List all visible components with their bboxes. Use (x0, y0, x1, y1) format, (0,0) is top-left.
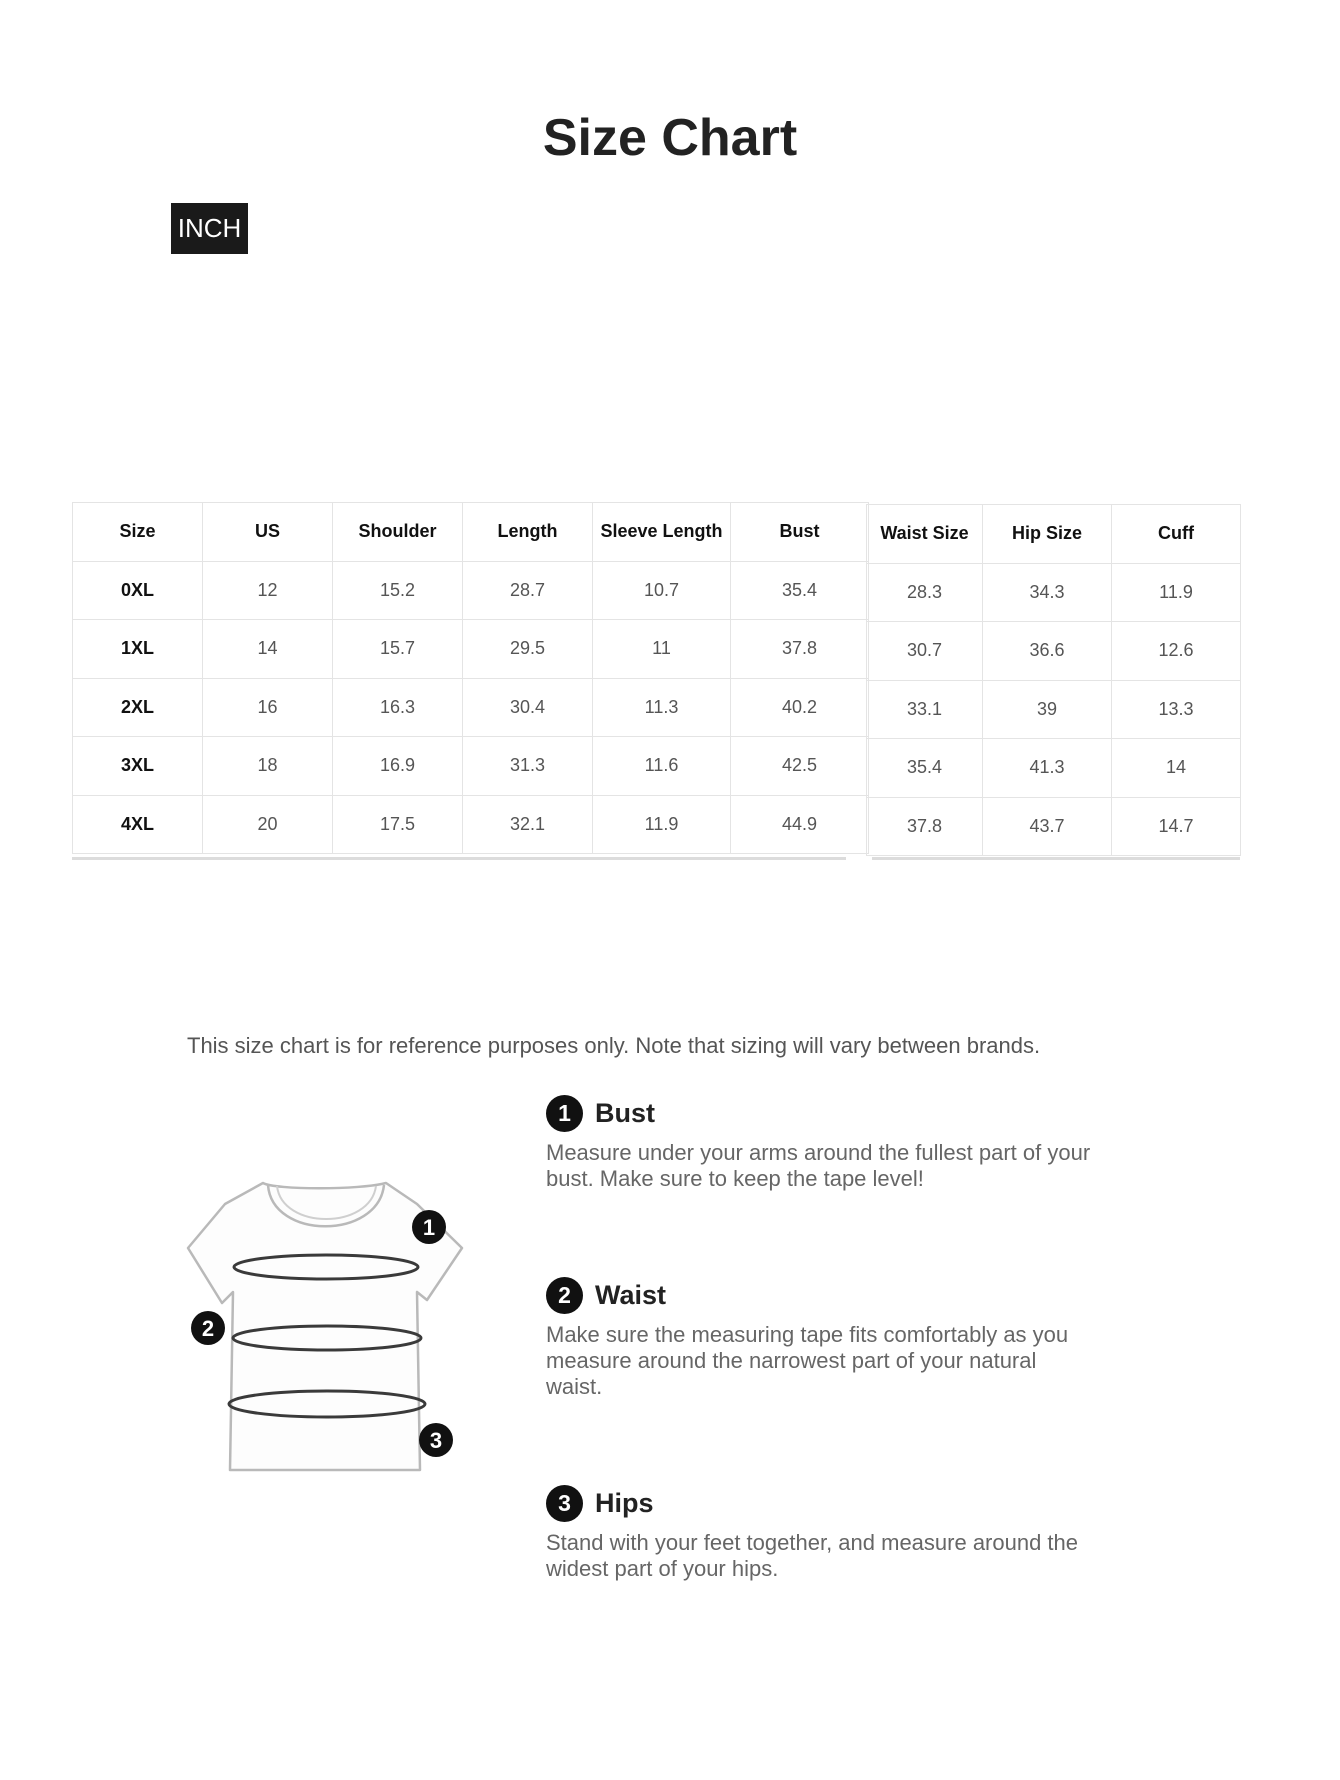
cell-length: 31.3 (463, 737, 593, 796)
number-badge-icon: 1 (546, 1095, 583, 1132)
cell-length: 30.4 (463, 678, 593, 737)
cell-shoulder: 15.7 (333, 620, 463, 679)
cell-size: 3XL (73, 737, 203, 796)
t-shirt-measure-icon (180, 1170, 480, 1510)
cell-cuff: 14 (1112, 739, 1241, 798)
cell-bust: 44.9 (731, 795, 869, 854)
cell-sleeve: 11.6 (593, 737, 731, 796)
header-cuff: Cuff (1112, 505, 1241, 564)
cell-us: 20 (203, 795, 333, 854)
cell-sleeve: 11.3 (593, 678, 731, 737)
table-row (867, 680, 1241, 739)
number-badge-icon: 2 (546, 1277, 583, 1314)
guide-head (546, 1485, 1106, 1522)
cell-sleeve: 11.9 (593, 795, 731, 854)
table-header-row (867, 505, 1241, 564)
page-title: Size Chart (542, 109, 798, 167)
cell-size: 2XL (73, 678, 203, 737)
cell-bust: 37.8 (731, 620, 869, 679)
guide-desc-line: Stand with your feet together, and measure around the (546, 1530, 1079, 1555)
guide-desc (546, 1140, 1106, 1192)
cell-cuff: 14.7 (1112, 797, 1241, 856)
cell-hip: 43.7 (983, 797, 1112, 856)
cell-shoulder: 17.5 (333, 795, 463, 854)
header-sleeve-length: Sleeve Length (593, 503, 731, 562)
marker-3-icon (419, 1423, 453, 1457)
guide-title: Hips (595, 1488, 654, 1518)
cell-cuff: 13.3 (1112, 680, 1241, 739)
guide-desc (546, 1530, 1106, 1582)
cell-waist: 37.8 (867, 797, 983, 856)
table-row (73, 795, 869, 854)
cell-sleeve: 11 (593, 620, 731, 679)
table-row (73, 620, 869, 679)
guide-head (546, 1277, 1106, 1314)
table-header-row (73, 503, 869, 562)
guide-head (546, 1095, 1106, 1132)
cell-us: 14 (203, 620, 333, 679)
table-right-underline (872, 857, 1240, 860)
cell-bust: 42.5 (731, 737, 869, 796)
cell-sleeve: 10.7 (593, 561, 731, 620)
table-row (867, 797, 1241, 856)
header-length: Length (463, 503, 593, 562)
cell-bust: 40.2 (731, 678, 869, 737)
guide-desc-line: waist. (546, 1374, 603, 1399)
number-badge-icon: 3 (546, 1485, 583, 1522)
cell-cuff: 11.9 (1112, 563, 1241, 622)
cell-hip: 39 (983, 680, 1112, 739)
table-left-underline (72, 857, 846, 860)
guide-title: Bust (595, 1098, 655, 1128)
cell-shoulder: 15.2 (333, 561, 463, 620)
table-row (73, 678, 869, 737)
cell-waist: 30.7 (867, 622, 983, 681)
header-shoulder: Shoulder (333, 503, 463, 562)
cell-length: 29.5 (463, 620, 593, 679)
header-us: US (203, 503, 333, 562)
guide-desc-line: widest part of your hips. (546, 1556, 779, 1581)
guide-desc-line: Measure under your arms around the fullest part of your (546, 1140, 1091, 1165)
guide-desc-line: measure around the narrowest part of your natural (546, 1348, 1037, 1373)
cell-us: 16 (203, 678, 333, 737)
guide-item-hips (546, 1485, 1106, 1582)
reference-note: This size chart is for reference purposes only. Note that sizing will vary between brands. (187, 1033, 1041, 1058)
cell-shoulder: 16.3 (333, 678, 463, 737)
cell-cuff: 12.6 (1112, 622, 1241, 681)
table-row (867, 739, 1241, 798)
cell-hip: 41.3 (983, 739, 1112, 798)
header-waist-size: Waist Size (867, 505, 983, 564)
header-hip-size: Hip Size (983, 505, 1112, 564)
table-row (73, 737, 869, 796)
header-size: Size (73, 503, 203, 562)
svg-text:3: 3 (429, 1428, 443, 1453)
guide-desc-line: bust. Make sure to keep the tape level! (546, 1166, 924, 1191)
table-row (867, 563, 1241, 622)
marker-1-icon (412, 1210, 446, 1244)
cell-us: 12 (203, 561, 333, 620)
cell-waist: 28.3 (867, 563, 983, 622)
guide-desc (546, 1322, 1106, 1400)
unit-tab-inch[interactable]: INCH (171, 203, 248, 254)
cell-hip: 36.6 (983, 622, 1112, 681)
marker-2-icon (191, 1311, 225, 1345)
cell-bust: 35.4 (731, 561, 869, 620)
cell-waist: 33.1 (867, 680, 983, 739)
cell-size: 4XL (73, 795, 203, 854)
cell-shoulder: 16.9 (333, 737, 463, 796)
cell-waist: 35.4 (867, 739, 983, 798)
cell-hip: 34.3 (983, 563, 1112, 622)
header-bust: Bust (731, 503, 869, 562)
guide-desc-line: Make sure the measuring tape fits comfortably as you (546, 1322, 1069, 1347)
table-row (73, 561, 869, 620)
table-row (867, 622, 1241, 681)
guide-title: Waist (595, 1280, 667, 1310)
guide-item-bust (546, 1095, 1106, 1192)
cell-size: 0XL (73, 561, 203, 620)
cell-length: 32.1 (463, 795, 593, 854)
size-table-left (72, 502, 869, 854)
cell-us: 18 (203, 737, 333, 796)
svg-text:1: 1 (422, 1215, 436, 1240)
cell-length: 28.7 (463, 561, 593, 620)
size-table-right (866, 504, 1241, 856)
guide-item-waist (546, 1277, 1106, 1400)
cell-size: 1XL (73, 620, 203, 679)
svg-text:2: 2 (201, 1316, 215, 1341)
